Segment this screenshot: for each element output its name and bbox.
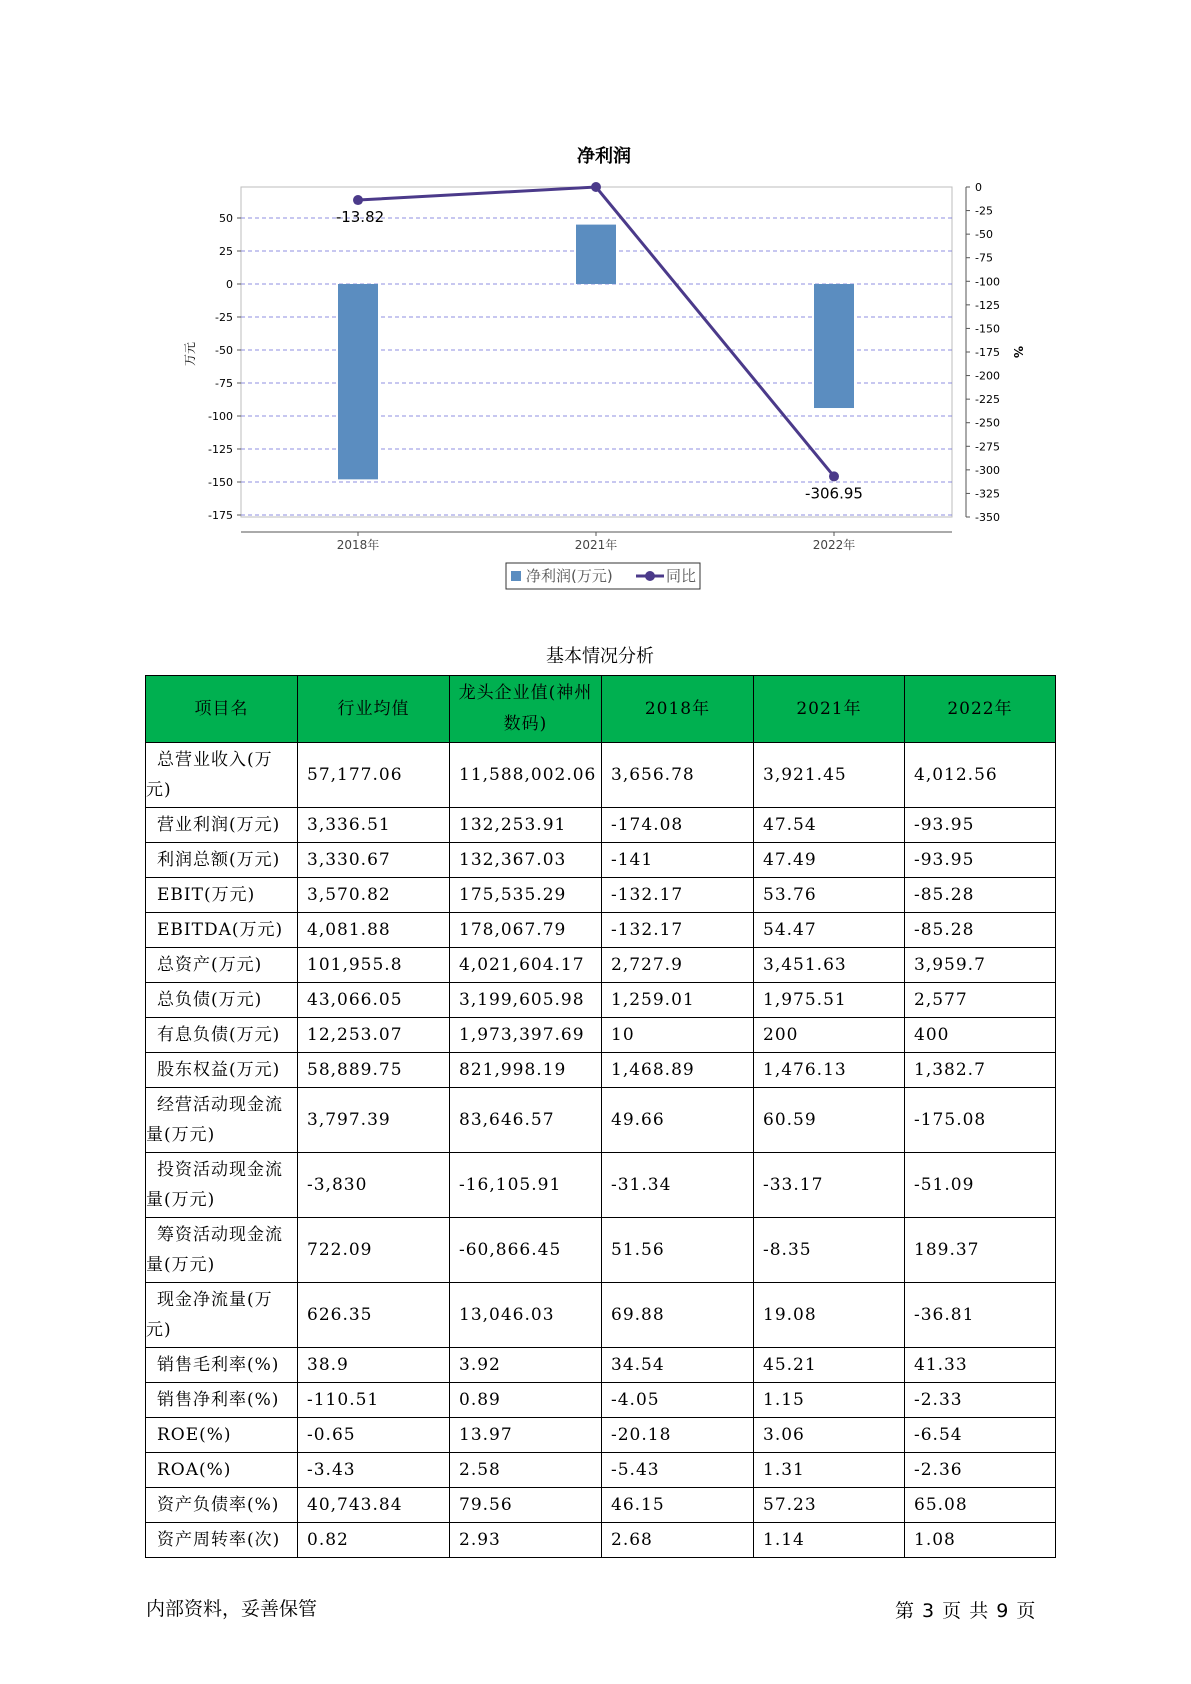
right-tick-label: -25 [975, 204, 993, 218]
left-axis-label: 万元 [183, 341, 197, 367]
value-cell: 1,468.89 [602, 1053, 754, 1088]
value-cell: 38.9 [298, 1348, 450, 1383]
x-tick-label: 2022年 [812, 538, 856, 552]
page-number: 第 3 页 共 9 页 [895, 1600, 1036, 1622]
table-row [146, 1088, 1056, 1153]
yoy-point [353, 195, 363, 205]
value-cell: 3,921.45 [754, 743, 905, 808]
value-cell: -8.35 [754, 1218, 905, 1283]
table-row [146, 1348, 1056, 1383]
value-cell: 43,066.05 [298, 983, 450, 1018]
header-2021: 2021年 [754, 676, 905, 743]
value-cell: 3.06 [754, 1418, 905, 1453]
right-tick-label: -225 [975, 393, 1000, 407]
x-tick-label: 2018年 [336, 538, 380, 552]
net-profit-bar [338, 284, 378, 479]
value-cell: 12,253.07 [298, 1018, 450, 1053]
value-cell: 1,973,397.69 [450, 1018, 602, 1053]
table-row [146, 1488, 1056, 1523]
legend-bar-swatch [511, 571, 521, 581]
value-cell: -20.18 [602, 1418, 754, 1453]
value-cell: 41.33 [905, 1348, 1056, 1383]
value-cell: 200 [754, 1018, 905, 1053]
value-cell: 3,199,605.98 [450, 983, 602, 1018]
table-row [146, 1053, 1056, 1088]
value-cell: 69.88 [602, 1283, 754, 1348]
basic-analysis-table [145, 675, 1056, 1558]
left-tick-label: 25 [219, 245, 233, 258]
value-cell: -3,830 [298, 1153, 450, 1218]
value-cell: 175,535.29 [450, 878, 602, 913]
value-cell: 400 [905, 1018, 1056, 1053]
value-cell: 19.08 [754, 1283, 905, 1348]
value-cell: -3.43 [298, 1453, 450, 1488]
value-cell: 2.58 [450, 1453, 602, 1488]
value-cell: 11,588,002.06 [450, 743, 602, 808]
table-row [146, 1153, 1056, 1218]
value-cell: 178,067.79 [450, 913, 602, 948]
value-cell: -0.65 [298, 1418, 450, 1453]
value-cell: 3,451.63 [754, 948, 905, 983]
chart-title: 净利润 [577, 146, 631, 167]
value-cell: 54.47 [754, 913, 905, 948]
right-tick-label: -75 [975, 251, 993, 265]
value-cell: 3,797.39 [298, 1088, 450, 1153]
header-industry-avg: 行业均值 [298, 676, 450, 743]
value-cell: 1.15 [754, 1383, 905, 1418]
value-cell: -93.95 [905, 843, 1056, 878]
value-cell: -60,866.45 [450, 1218, 602, 1283]
right-tick-label: -325 [975, 487, 1000, 501]
value-cell: -2.33 [905, 1383, 1056, 1418]
right-tick-label: -200 [975, 369, 1000, 383]
right-axis-label: % [1011, 345, 1025, 359]
net-profit-bar [814, 284, 854, 408]
table-row [146, 1453, 1056, 1488]
right-tick-label: -275 [975, 440, 1000, 454]
value-cell: 83,646.57 [450, 1088, 602, 1153]
value-cell: 45.21 [754, 1348, 905, 1383]
value-cell: 3,656.78 [602, 743, 754, 808]
legend-line-marker [645, 571, 655, 581]
table-row [146, 1418, 1056, 1453]
header-2018: 2018年 [602, 676, 754, 743]
net-profit-bar [576, 225, 616, 284]
value-cell: 53.76 [754, 878, 905, 913]
value-cell: -5.43 [602, 1453, 754, 1488]
legend-line-label: 同比 [666, 567, 697, 585]
table-row [146, 743, 1056, 808]
value-cell: -85.28 [905, 878, 1056, 913]
value-cell: 0.89 [450, 1383, 602, 1418]
header-item-name: 项目名 [146, 676, 298, 743]
value-cell: -36.81 [905, 1283, 1056, 1348]
net-profit-chart [0, 0, 1191, 600]
row-name-cell: 利润总额(万元) [146, 843, 298, 878]
left-tick-label: -125 [208, 443, 233, 456]
right-tick-label: -300 [975, 463, 1000, 477]
value-cell: -132.17 [602, 878, 754, 913]
value-cell: 0.82 [298, 1523, 450, 1558]
value-cell: 51.56 [602, 1218, 754, 1283]
value-cell: 1,259.01 [602, 983, 754, 1018]
value-cell: 1,975.51 [754, 983, 905, 1018]
value-cell: -51.09 [905, 1153, 1056, 1218]
value-cell: 4,081.88 [298, 913, 450, 948]
value-cell: 60.59 [754, 1088, 905, 1153]
value-cell: 13,046.03 [450, 1283, 602, 1348]
left-tick-label: -50 [215, 344, 233, 357]
left-tick-label: -100 [208, 410, 233, 423]
value-cell: -132.17 [602, 913, 754, 948]
yoy-point [591, 182, 601, 192]
left-tick-label: -175 [208, 509, 233, 522]
table-row [146, 1218, 1056, 1283]
value-cell: 2.68 [602, 1523, 754, 1558]
right-tick-label: -350 [975, 511, 1000, 524]
value-cell: 49.66 [602, 1088, 754, 1153]
value-cell: 3,570.82 [298, 878, 450, 913]
value-cell: -85.28 [905, 913, 1056, 948]
value-cell: -110.51 [298, 1383, 450, 1418]
row-name-cell: 经营活动现金流量(万元) [146, 1088, 298, 1153]
value-cell: 34.54 [602, 1348, 754, 1383]
yoy-data-label: -306.95 [805, 484, 863, 503]
header-2022: 2022年 [905, 676, 1056, 743]
value-cell: 2,577 [905, 983, 1056, 1018]
value-cell: 1.14 [754, 1523, 905, 1558]
table-row [146, 1523, 1056, 1558]
row-name-cell: 总营业收入(万元) [146, 743, 298, 808]
value-cell: 10 [602, 1018, 754, 1053]
right-tick-label: -100 [975, 275, 1000, 289]
value-cell: 4,021,604.17 [450, 948, 602, 983]
right-tick-label: -125 [975, 298, 1000, 312]
value-cell: 132,253.91 [450, 808, 602, 843]
left-tick-label: -25 [215, 311, 233, 324]
value-cell: 3,330.67 [298, 843, 450, 878]
left-tick-label: -150 [208, 476, 233, 489]
value-cell: 722.09 [298, 1218, 450, 1283]
table-row [146, 878, 1056, 913]
table-row [146, 1018, 1056, 1053]
value-cell: -2.36 [905, 1453, 1056, 1488]
value-cell: 4,012.56 [905, 743, 1056, 808]
right-tick-label: 0 [975, 181, 982, 194]
value-cell: 40,743.84 [298, 1488, 450, 1523]
value-cell: 47.49 [754, 843, 905, 878]
table-row [146, 1383, 1056, 1418]
row-name-cell: 资产周转率(次) [146, 1523, 298, 1558]
value-cell: 1.31 [754, 1453, 905, 1488]
row-name-cell: 总资产(万元) [146, 948, 298, 983]
value-cell: 101,955.8 [298, 948, 450, 983]
table-row [146, 948, 1056, 983]
row-name-cell: 现金净流量(万元) [146, 1283, 298, 1348]
x-tick-label: 2021年 [574, 538, 618, 552]
value-cell: -33.17 [754, 1153, 905, 1218]
confidential-note: 内部资料，妥善保管 [146, 1598, 318, 1620]
row-name-cell: 筹资活动现金流量(万元) [146, 1218, 298, 1283]
row-name-cell: 总负债(万元) [146, 983, 298, 1018]
value-cell: 189.37 [905, 1218, 1056, 1283]
value-cell: 1,382.7 [905, 1053, 1056, 1088]
value-cell: 2,727.9 [602, 948, 754, 983]
value-cell: -31.34 [602, 1153, 754, 1218]
row-name-cell: EBITDA(万元) [146, 913, 298, 948]
table-row [146, 913, 1056, 948]
table-header-row [146, 676, 1056, 743]
value-cell: -6.54 [905, 1418, 1056, 1453]
value-cell: 626.35 [298, 1283, 450, 1348]
value-cell: 79.56 [450, 1488, 602, 1523]
value-cell: 46.15 [602, 1488, 754, 1523]
table-row [146, 1283, 1056, 1348]
value-cell: 2.93 [450, 1523, 602, 1558]
value-cell: 65.08 [905, 1488, 1056, 1523]
value-cell: 57,177.06 [298, 743, 450, 808]
value-cell: 1.08 [905, 1523, 1056, 1558]
value-cell: -93.95 [905, 808, 1056, 843]
row-name-cell: 营业利润(万元) [146, 808, 298, 843]
yoy-data-label: -13.82 [335, 208, 385, 227]
row-name-cell: ROE(%) [146, 1418, 298, 1453]
legend-bar-label: 净利润(万元) [526, 567, 613, 585]
row-name-cell: ROA(%) [146, 1453, 298, 1488]
table-row [146, 808, 1056, 843]
value-cell: -4.05 [602, 1383, 754, 1418]
value-cell: 3,336.51 [298, 808, 450, 843]
right-tick-label: -250 [975, 416, 1000, 430]
value-cell: 1,476.13 [754, 1053, 905, 1088]
row-name-cell: 投资活动现金流量(万元) [146, 1153, 298, 1218]
row-name-cell: 销售毛利率(%) [146, 1348, 298, 1383]
value-cell: 132,367.03 [450, 843, 602, 878]
right-tick-label: -50 [975, 228, 993, 242]
header-leader-value: 龙头企业值(神州数码) [450, 676, 602, 743]
value-cell: -141 [602, 843, 754, 878]
left-tick-label: 0 [226, 278, 233, 291]
row-name-cell: EBIT(万元) [146, 878, 298, 913]
table-caption: 基本情况分析 [546, 646, 654, 667]
value-cell: 57.23 [754, 1488, 905, 1523]
value-cell: 3,959.7 [905, 948, 1056, 983]
table-row [146, 843, 1056, 878]
yoy-point [829, 471, 839, 481]
value-cell: 13.97 [450, 1418, 602, 1453]
row-name-cell: 销售净利率(%) [146, 1383, 298, 1418]
value-cell: 821,998.19 [450, 1053, 602, 1088]
left-tick-label: 50 [219, 212, 233, 225]
table-row [146, 983, 1056, 1018]
value-cell: 58,889.75 [298, 1053, 450, 1088]
left-tick-label: -75 [215, 377, 233, 390]
right-tick-label: -175 [975, 346, 1000, 359]
value-cell: 47.54 [754, 808, 905, 843]
row-name-cell: 资产负债率(%) [146, 1488, 298, 1523]
value-cell: -174.08 [602, 808, 754, 843]
value-cell: -175.08 [905, 1088, 1056, 1153]
row-name-cell: 股东权益(万元) [146, 1053, 298, 1088]
row-name-cell: 有息负债(万元) [146, 1018, 298, 1053]
value-cell: 3.92 [450, 1348, 602, 1383]
value-cell: -16,105.91 [450, 1153, 602, 1218]
right-tick-label: -150 [975, 322, 1000, 336]
